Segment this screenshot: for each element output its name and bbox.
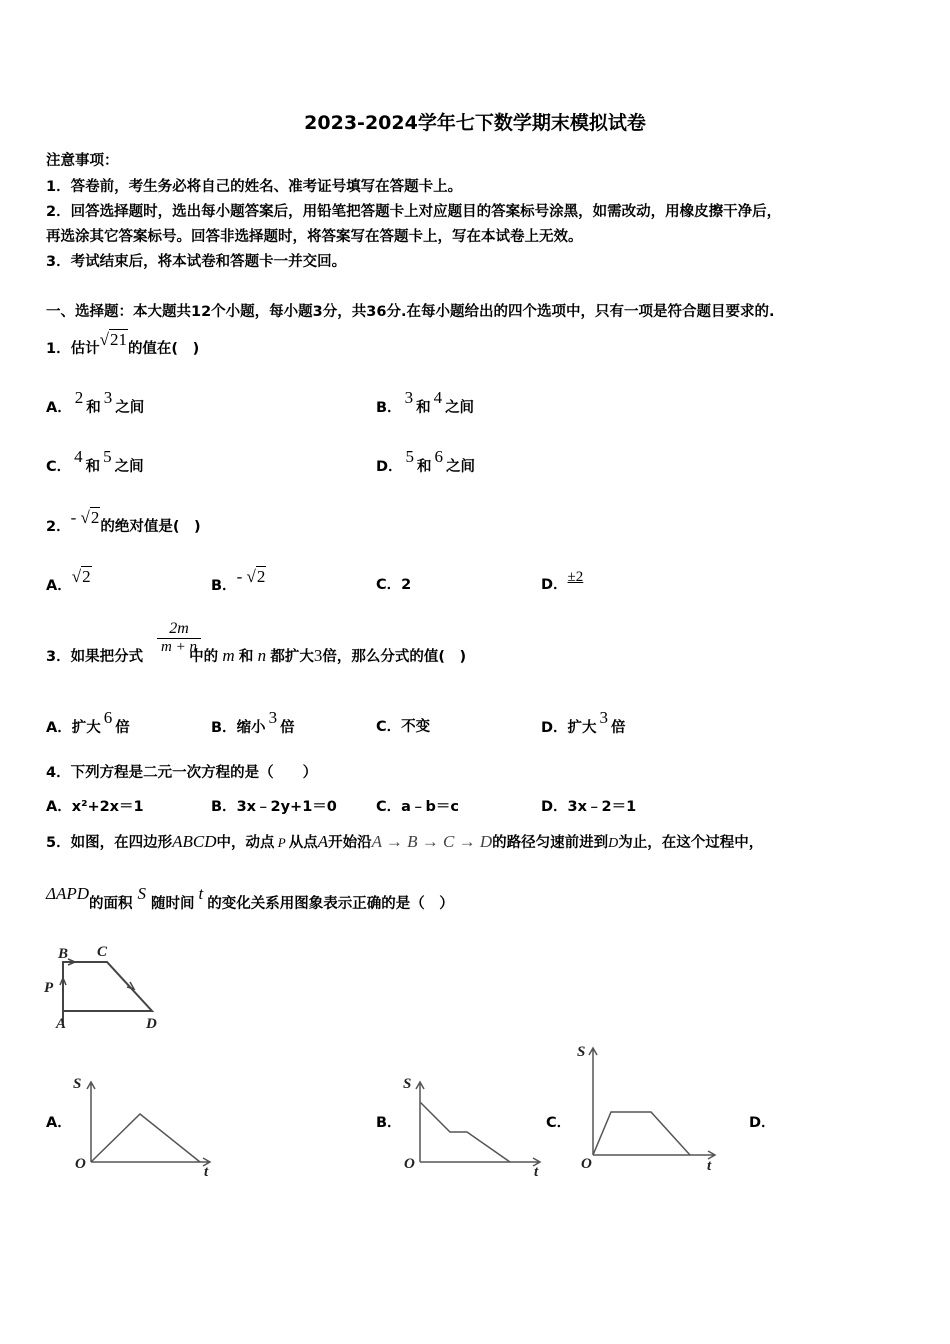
svg-text:S: S [73, 1076, 82, 1092]
fraction: $\frac{2m}{m + n}$ [157, 620, 201, 656]
option-a[interactable]: A． [46, 1115, 72, 1131]
q1-text: 的值在( ) [127, 341, 200, 357]
option-b[interactable]: B．3x﹣2y+1＝0 [211, 799, 337, 815]
graph-b [400, 1072, 550, 1182]
sqrt-expr: √21 [99, 330, 127, 349]
label-a: A [56, 1016, 67, 1032]
notice-heading: 注意事项： [46, 153, 119, 169]
option-b[interactable]: B．- √2 [211, 567, 266, 594]
graph-c [575, 1040, 725, 1180]
notice-item: 2．回答选择题时，选出每小题答案后，用铅笔把答题卡上对应题目的答案标号涂黑，如需改动，用橡皮擦干净后， [46, 204, 782, 220]
option-a[interactable]: A．扩大6倍 [46, 708, 130, 736]
option-d[interactable]: D．±2 [541, 569, 584, 593]
svg-text:t: t [707, 1158, 712, 1174]
question-1 [46, 330, 200, 359]
option-c[interactable]: C．2 [376, 577, 412, 593]
label-d: D [146, 1016, 157, 1032]
label-b: B [58, 946, 69, 962]
notice-item: 1．答卷前，考生务必将自己的姓名、准考证号填写在答题卡上。 [46, 179, 463, 195]
q1-text: 1．估计 [46, 341, 100, 357]
svg-text:S: S [577, 1044, 586, 1060]
option-d[interactable]: D． [749, 1115, 776, 1131]
question-3: 3．如果把分式 中的 m 和 n 都扩大3倍，那么分式的值( ) [46, 646, 467, 665]
option-d[interactable]: D．3x﹣2＝1 [541, 799, 637, 815]
option-b[interactable]: B．3和4之间 [376, 388, 475, 416]
question-5-line1: 5．如图，在四边形ABCD中，动点 P 从点A开始沿A → B → C → D的路径匀速前进到D为止，在这个过程中， [46, 832, 764, 851]
notice-item: 再选涂其它答案标号。回答非选择题时，将答案写在答题卡上，写在本试卷上无效。 [46, 229, 583, 245]
option-b[interactable]: B． [376, 1115, 402, 1131]
notice-item: 3．考试结束后，将本试卷和答题卡一并交回。 [46, 254, 347, 270]
option-c[interactable]: C． [546, 1115, 572, 1131]
option-d[interactable]: D．5和6之间 [376, 447, 476, 475]
page-title: 2023-2024学年七下数学期末模拟试卷 [304, 112, 646, 134]
option-d[interactable]: D．扩大3倍 [541, 708, 626, 736]
svg-text:O: O [404, 1156, 415, 1172]
option-a[interactable]: A．2和3之间 [46, 388, 145, 416]
label-c: C [97, 944, 108, 960]
option-b[interactable]: B．缩小3倍 [211, 708, 295, 736]
svg-text:S: S [403, 1076, 412, 1092]
question-4: 4．下列方程是二元一次方程的是（ ） [46, 765, 318, 781]
svg-text:O: O [75, 1156, 86, 1172]
section-heading: 一、选择题：本大题共12个小题，每小题3分，共36分.在每小题给出的四个选项中，只有一项是符合题目要求的. [46, 304, 775, 320]
graph-a [70, 1072, 220, 1182]
svg-text:O: O [581, 1156, 592, 1172]
option-c[interactable]: C．a﹣b＝c [376, 799, 459, 815]
option-a[interactable]: A．x²+2x＝1 [46, 799, 144, 815]
option-c[interactable]: C．不变 [376, 719, 431, 735]
option-a[interactable]: A．√2 [46, 567, 91, 594]
question-5-line2: ΔAPD的面积S随时间t的变化关系用图象表示正确的是（ ） [46, 884, 454, 912]
quadrilateral-figure [40, 940, 170, 1035]
question-2: 2．- √2的绝对值是( ) [46, 508, 201, 535]
svg-text:t: t [534, 1164, 539, 1180]
label-p: P [44, 980, 54, 996]
option-c[interactable]: C．4和5之间 [46, 447, 144, 475]
svg-text:t: t [204, 1164, 209, 1180]
